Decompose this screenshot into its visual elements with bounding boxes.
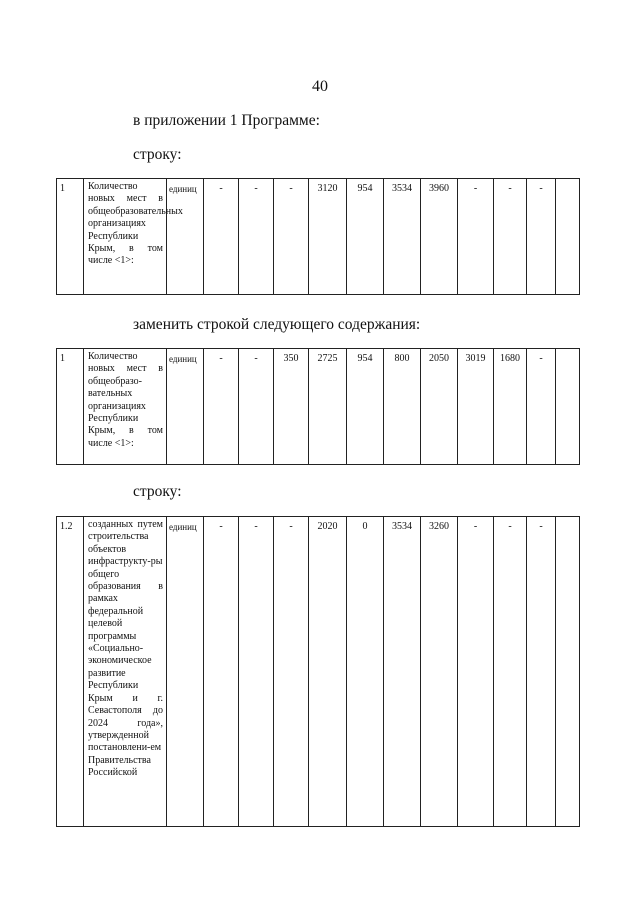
- value-cell: [556, 517, 580, 827]
- value-cell: -: [527, 349, 556, 465]
- value-cell: 954: [347, 179, 384, 295]
- value-cell: -: [239, 349, 274, 465]
- original-row-table: [56, 178, 580, 295]
- value-cell: -: [527, 179, 556, 295]
- value-cell: [556, 349, 580, 465]
- unit-cell: единиц: [167, 179, 204, 295]
- row-label-original: строку:: [133, 146, 182, 163]
- value-cell: 3019: [458, 349, 494, 465]
- value-cell: 1680: [494, 349, 527, 465]
- row-number: 1: [57, 179, 84, 295]
- value-cell: 3120: [309, 179, 347, 295]
- value-cell: 3260: [421, 517, 458, 827]
- row-number: 1.2: [57, 517, 84, 827]
- replace-label: заменить строкой следующего содержания:: [133, 316, 421, 333]
- table-row: [57, 517, 580, 827]
- value-cell: 3534: [384, 517, 421, 827]
- replacement-row-table: [56, 348, 580, 465]
- value-cell: 350: [274, 349, 309, 465]
- value-cell: 2020: [309, 517, 347, 827]
- unit-cell: единиц: [167, 349, 204, 465]
- value-cell: -: [527, 517, 556, 827]
- value-cell: -: [274, 517, 309, 827]
- value-cell: 800: [384, 349, 421, 465]
- value-cell: -: [239, 517, 274, 827]
- page-number: 40: [312, 78, 328, 95]
- value-cell: 0: [347, 517, 384, 827]
- value-cell: 3960: [421, 179, 458, 295]
- value-cell: 2050: [421, 349, 458, 465]
- subrow-table: [56, 516, 580, 827]
- indicator-name: созданных путем строительства объектов инфраструкту-ры общего образования в рамках федеральной целевой программы «Социально-экономическое развитие Республики Крым и г. Севастополя до 2024 года», утвержденной постановлени-ем Правительства Российской: [84, 517, 167, 827]
- value-cell: 3534: [384, 179, 421, 295]
- intro-text: в приложении 1 Программе:: [133, 112, 320, 129]
- table-row: [57, 349, 580, 465]
- indicator-name: Количество новых мест в общеобразо-вательных организациях Республики Крым, в том числе <1>:: [84, 349, 167, 465]
- value-cell: -: [494, 179, 527, 295]
- value-cell: 2725: [309, 349, 347, 465]
- value-cell: -: [274, 179, 309, 295]
- value-cell: -: [458, 179, 494, 295]
- unit-cell: единиц: [167, 517, 204, 827]
- value-cell: -: [204, 179, 239, 295]
- row-label-second: строку:: [133, 483, 182, 500]
- value-cell: -: [204, 517, 239, 827]
- value-cell: [556, 179, 580, 295]
- value-cell: -: [494, 517, 527, 827]
- value-cell: -: [204, 349, 239, 465]
- row-number: 1: [57, 349, 84, 465]
- indicator-name: Количество новых мест в общеобразовательных организациях Республики Крым, в том числе <1>:: [84, 179, 167, 295]
- table-row: [57, 179, 580, 295]
- value-cell: 954: [347, 349, 384, 465]
- value-cell: -: [458, 517, 494, 827]
- value-cell: -: [239, 179, 274, 295]
